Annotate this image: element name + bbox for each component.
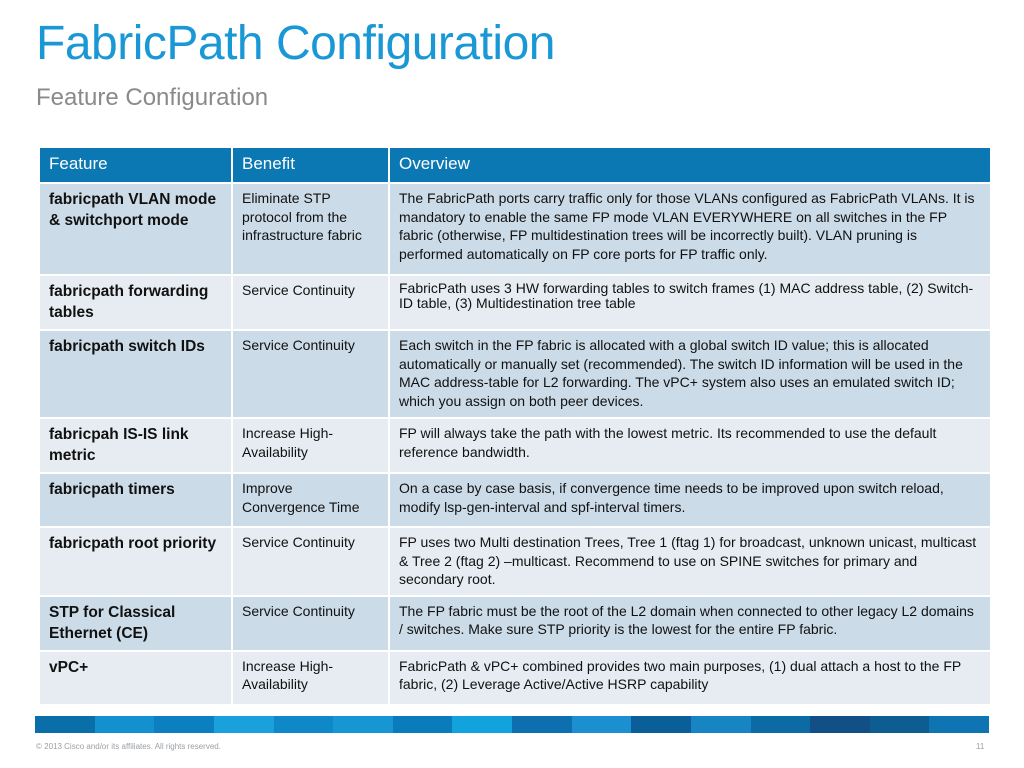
table-row: [39, 596, 991, 651]
footer-bar-segment: [274, 716, 334, 733]
overview-cell: On a case by case basis, if convergence time needs to be improved upon switch reload, modify lsp-gen-interval and spf-interval timers.: [389, 473, 991, 527]
table-row: [39, 418, 991, 473]
footer-bar-segment: [95, 716, 155, 733]
overview-cell: FabricPath uses 3 HW forwarding tables to switch frames (1) MAC address table, (2) Switch-ID table, (3) Multidestination tree table: [389, 275, 991, 330]
slide-title: FabricPath Configuration: [36, 17, 555, 70]
footer-bar-segment: [154, 716, 214, 733]
overview-cell: The FabricPath ports carry traffic only for those VLANs configured as FabricPath VLANs. It is mandatory to enable the same FP mode VLAN EVERYWHERE on all switches in the FP fabric (otherwise, FP multidestination trees will be incorrectly built). VLAN pruning is performed automatically on FP core ports for FP traffic only.: [389, 183, 991, 275]
table-row: [39, 651, 991, 705]
feature-cell: fabricpah IS-IS link metric: [39, 418, 232, 473]
overview-cell: Each switch in the FP fabric is allocated with a global switch ID value; this is allocated automatically or manually set (recommended). The switch ID information will be used in the MAC address-table for L2 forwarding. The vPC+ system also uses an emulated switch ID; which you assign on both peer devices.: [389, 330, 991, 418]
benefit-cell: Eliminate STP protocol from the infrastructure fabric: [232, 183, 389, 275]
overview-cell: FP uses two Multi destination Trees, Tree 1 (ftag 1) for broadcast, unknown unicast, multicast & Tree 2 (ftag 2) –multicast. Recommend to use on SPINE switches for primary and secondary root.: [389, 527, 991, 596]
benefit-cell: Improve Convergence Time: [232, 473, 389, 527]
footer-bar-segment: [214, 716, 274, 733]
footer-bar-segment: [631, 716, 691, 733]
header-overview: Overview: [389, 147, 991, 183]
footer-bar-segment: [810, 716, 870, 733]
benefit-cell: Increase High-Availability: [232, 418, 389, 473]
footer-bar-segment: [393, 716, 453, 733]
slide-subtitle: Feature Configuration: [36, 84, 269, 111]
overview-cell: FP will always take the path with the lowest metric. Its recommended to use the default reference bandwidth.: [389, 418, 991, 473]
overview-cell: FabricPath & vPC+ combined provides two main purposes, (1) dual attach a host to the FP fabric, (2) Leverage Active/Active HSRP capability: [389, 651, 991, 705]
footer-bar-segment: [751, 716, 811, 733]
table-row: [39, 330, 991, 418]
table-row: [39, 527, 991, 596]
benefit-cell: Service Continuity: [232, 527, 389, 596]
footer-decorative-bar: [35, 716, 989, 733]
feature-cell: fabricpath root priority: [39, 527, 232, 596]
feature-table: [38, 146, 992, 706]
overview-cell: The FP fabric must be the root of the L2 domain when connected to other legacy L2 domains / switches. Make sure STP priority is the lowest for the entire FP fabric.: [389, 596, 991, 651]
benefit-cell: Increase High-Availability: [232, 651, 389, 705]
header-feature: Feature: [39, 147, 232, 183]
table-row: [39, 473, 991, 527]
footer-bar-segment: [691, 716, 751, 733]
footer-bar-segment: [929, 716, 989, 733]
page-number: 11: [976, 742, 985, 751]
benefit-cell: Service Continuity: [232, 596, 389, 651]
feature-cell: fabricpath switch IDs: [39, 330, 232, 418]
footer-bar-segment: [512, 716, 572, 733]
feature-cell: STP for Classical Ethernet (CE): [39, 596, 232, 651]
feature-cell: fabricpath VLAN mode & switchport mode: [39, 183, 232, 275]
footer-bar-segment: [333, 716, 393, 733]
table-row: [39, 183, 991, 275]
header-benefit: Benefit: [232, 147, 389, 183]
copyright-notice: © 2013 Cisco and/or its affiliates. All rights reserved.: [36, 742, 221, 751]
table-header-row: [39, 147, 991, 183]
feature-cell: fabricpath timers: [39, 473, 232, 527]
feature-cell: fabricpath forwarding tables: [39, 275, 232, 330]
benefit-cell: Service Continuity: [232, 275, 389, 330]
feature-cell: vPC+: [39, 651, 232, 705]
table-row: [39, 275, 991, 330]
footer-bar-segment: [35, 716, 95, 733]
footer-bar-segment: [452, 716, 512, 733]
benefit-cell: Service Continuity: [232, 330, 389, 418]
footer-bar-segment: [572, 716, 632, 733]
footer-bar-segment: [870, 716, 930, 733]
